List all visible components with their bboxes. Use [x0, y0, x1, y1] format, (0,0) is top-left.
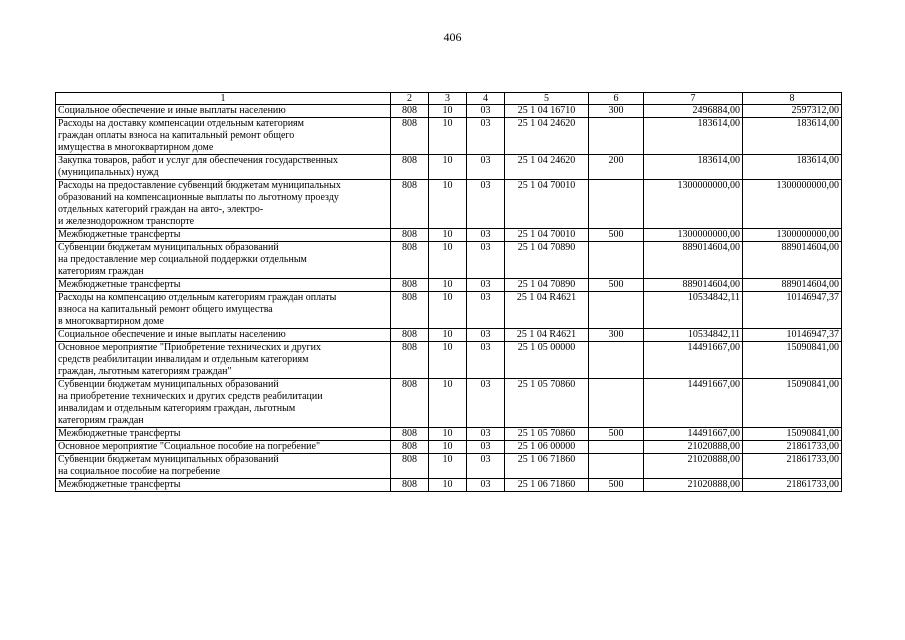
table-row — [56, 428, 842, 441]
subsection-code: 03 — [467, 441, 505, 454]
row-name: Основное мероприятие "Приобретение технических и других средств реабилитации инвалидам и отдельным категориям граждан, льготным категориям граждан" — [56, 342, 391, 379]
ministry-code: 808 — [391, 479, 429, 492]
section-code: 10 — [429, 428, 467, 441]
ministry-code: 808 — [391, 229, 429, 242]
subsection-code: 03 — [467, 292, 505, 329]
section-code: 10 — [429, 118, 467, 155]
target-article-code: 25 1 05 70860 — [505, 428, 589, 441]
column-header: 1 — [56, 93, 391, 105]
table-row — [56, 180, 842, 229]
row-name: Межбюджетные трансферты — [56, 428, 391, 441]
section-code: 10 — [429, 292, 467, 329]
amount-year-1: 10534842,11 — [644, 292, 743, 329]
column-header: 3 — [429, 93, 467, 105]
ministry-code: 808 — [391, 292, 429, 329]
column-header: 6 — [589, 93, 644, 105]
row-name: Межбюджетные трансферты — [56, 229, 391, 242]
subsection-code: 03 — [467, 155, 505, 180]
subsection-code: 03 — [467, 454, 505, 479]
amount-year-1: 2496884,00 — [644, 105, 743, 118]
section-code: 10 — [429, 279, 467, 292]
expense-type-code: 200 — [589, 155, 644, 180]
subsection-code: 03 — [467, 279, 505, 292]
table-row — [56, 329, 842, 342]
expense-type-code — [589, 180, 644, 229]
target-article-code: 25 1 04 70010 — [505, 180, 589, 229]
column-header: 4 — [467, 93, 505, 105]
row-name: Субвенции бюджетам муниципальных образований на социальное пособие на погребение — [56, 454, 391, 479]
column-header: 8 — [743, 93, 842, 105]
column-header: 7 — [644, 93, 743, 105]
subsection-code: 03 — [467, 428, 505, 441]
ministry-code: 808 — [391, 105, 429, 118]
expense-type-code: 300 — [589, 105, 644, 118]
amount-year-2: 15090841,00 — [743, 428, 842, 441]
amount-year-2: 1300000000,00 — [743, 180, 842, 229]
target-article-code: 25 1 05 70860 — [505, 379, 589, 428]
expense-type-code: 500 — [589, 229, 644, 242]
row-name: Субвенции бюджетам муниципальных образований на приобретение технических и других средств реабилитации инвалидам и отдельным категориям граждан, льготным категориям граждан — [56, 379, 391, 428]
table-row — [56, 105, 842, 118]
amount-year-2: 889014604,00 — [743, 279, 842, 292]
table-row — [56, 279, 842, 292]
column-header: 5 — [505, 93, 589, 105]
ministry-code: 808 — [391, 441, 429, 454]
table-body — [56, 105, 842, 492]
section-code: 10 — [429, 479, 467, 492]
section-code: 10 — [429, 229, 467, 242]
ministry-code: 808 — [391, 342, 429, 379]
amount-year-2: 183614,00 — [743, 118, 842, 155]
subsection-code: 03 — [467, 379, 505, 428]
target-article-code: 25 1 04 70890 — [505, 242, 589, 279]
subsection-code: 03 — [467, 242, 505, 279]
section-code: 10 — [429, 155, 467, 180]
section-code: 10 — [429, 342, 467, 379]
amount-year-1: 10534842,11 — [644, 329, 743, 342]
amount-year-1: 21020888,00 — [644, 454, 743, 479]
section-code: 10 — [429, 454, 467, 479]
subsection-code: 03 — [467, 105, 505, 118]
expense-type-code: 500 — [589, 479, 644, 492]
amount-year-1: 183614,00 — [644, 118, 743, 155]
target-article-code: 25 1 06 71860 — [505, 479, 589, 492]
expense-type-code — [589, 454, 644, 479]
section-code: 10 — [429, 441, 467, 454]
row-name: Социальное обеспечение и иные выплаты населению — [56, 105, 391, 118]
amount-year-2: 21861733,00 — [743, 454, 842, 479]
target-article-code: 25 1 04 24620 — [505, 118, 589, 155]
expense-type-code: 500 — [589, 279, 644, 292]
table-row — [56, 342, 842, 379]
row-name: Социальное обеспечение и иные выплаты населению — [56, 329, 391, 342]
section-code: 10 — [429, 242, 467, 279]
target-article-code: 25 1 05 00000 — [505, 342, 589, 379]
page-number: 406 — [443, 30, 462, 44]
expense-type-code — [589, 292, 644, 329]
table-row — [56, 242, 842, 279]
amount-year-1: 14491667,00 — [644, 342, 743, 379]
table-row — [56, 118, 842, 155]
amount-year-1: 21020888,00 — [644, 441, 743, 454]
table-row — [56, 379, 842, 428]
expense-type-code — [589, 242, 644, 279]
amount-year-2: 15090841,00 — [743, 342, 842, 379]
row-name: Расходы на компенсацию отдельным категориям граждан оплаты взноса на капитальный ремонт общего имущества в многоквартирном доме — [56, 292, 391, 329]
target-article-code: 25 1 06 71860 — [505, 454, 589, 479]
expense-type-code: 300 — [589, 329, 644, 342]
section-code: 10 — [429, 329, 467, 342]
expense-type-code — [589, 118, 644, 155]
budget-table — [55, 92, 842, 492]
expense-type-code — [589, 342, 644, 379]
row-name: Закупка товаров, работ и услуг для обеспечения государственных (муниципальных) нужд — [56, 155, 391, 180]
table-row — [56, 454, 842, 479]
target-article-code: 25 1 06 00000 — [505, 441, 589, 454]
amount-year-1: 14491667,00 — [644, 379, 743, 428]
row-name: Расходы на предоставление субвенций бюджетам муниципальных образований на компенсационные выплаты по льготному проезду отдельных категорий граждан на авто-, электро- и железнодорожном транспорте — [56, 180, 391, 229]
amount-year-1: 889014604,00 — [644, 242, 743, 279]
amount-year-2: 21861733,00 — [743, 479, 842, 492]
subsection-code: 03 — [467, 342, 505, 379]
amount-year-1: 14491667,00 — [644, 428, 743, 441]
amount-year-2: 2597312,00 — [743, 105, 842, 118]
subsection-code: 03 — [467, 329, 505, 342]
ministry-code: 808 — [391, 118, 429, 155]
amount-year-1: 889014604,00 — [644, 279, 743, 292]
amount-year-1: 1300000000,00 — [644, 180, 743, 229]
section-code: 10 — [429, 105, 467, 118]
subsection-code: 03 — [467, 229, 505, 242]
amount-year-1: 183614,00 — [644, 155, 743, 180]
table-row — [56, 229, 842, 242]
amount-year-1: 21020888,00 — [644, 479, 743, 492]
expense-type-code: 500 — [589, 428, 644, 441]
subsection-code: 03 — [467, 180, 505, 229]
amount-year-1: 1300000000,00 — [644, 229, 743, 242]
amount-year-2: 10146947,37 — [743, 292, 842, 329]
subsection-code: 03 — [467, 118, 505, 155]
ministry-code: 808 — [391, 379, 429, 428]
ministry-code: 808 — [391, 155, 429, 180]
target-article-code: 25 1 04 24620 — [505, 155, 589, 180]
ministry-code: 808 — [391, 329, 429, 342]
row-name: Основное мероприятие "Социальное пособие на погребение" — [56, 441, 391, 454]
target-article-code: 25 1 04 70890 — [505, 279, 589, 292]
amount-year-2: 183614,00 — [743, 155, 842, 180]
target-article-code: 25 1 04 R4621 — [505, 329, 589, 342]
ministry-code: 808 — [391, 180, 429, 229]
amount-year-2: 1300000000,00 — [743, 229, 842, 242]
target-article-code: 25 1 04 R4621 — [505, 292, 589, 329]
amount-year-2: 15090841,00 — [743, 379, 842, 428]
column-header-row — [56, 93, 842, 105]
ministry-code: 808 — [391, 242, 429, 279]
section-code: 10 — [429, 180, 467, 229]
row-name: Субвенции бюджетам муниципальных образований на предоставление мер социальной поддержки отдельным категориям граждан — [56, 242, 391, 279]
target-article-code: 25 1 04 70010 — [505, 229, 589, 242]
table-row — [56, 292, 842, 329]
ministry-code: 808 — [391, 428, 429, 441]
table-row — [56, 479, 842, 492]
row-name: Межбюджетные трансферты — [56, 279, 391, 292]
target-article-code: 25 1 04 16710 — [505, 105, 589, 118]
expense-type-code — [589, 379, 644, 428]
amount-year-2: 10146947,37 — [743, 329, 842, 342]
row-name: Межбюджетные трансферты — [56, 479, 391, 492]
ministry-code: 808 — [391, 279, 429, 292]
ministry-code: 808 — [391, 454, 429, 479]
amount-year-2: 21861733,00 — [743, 441, 842, 454]
subsection-code: 03 — [467, 479, 505, 492]
table-row — [56, 441, 842, 454]
column-header: 2 — [391, 93, 429, 105]
row-name: Расходы на доставку компенсации отдельным категориям граждан оплаты взноса на капитальный ремонт общего имущества в многоквартирном доме — [56, 118, 391, 155]
amount-year-2: 889014604,00 — [743, 242, 842, 279]
section-code: 10 — [429, 379, 467, 428]
table-row — [56, 155, 842, 180]
expense-type-code — [589, 441, 644, 454]
